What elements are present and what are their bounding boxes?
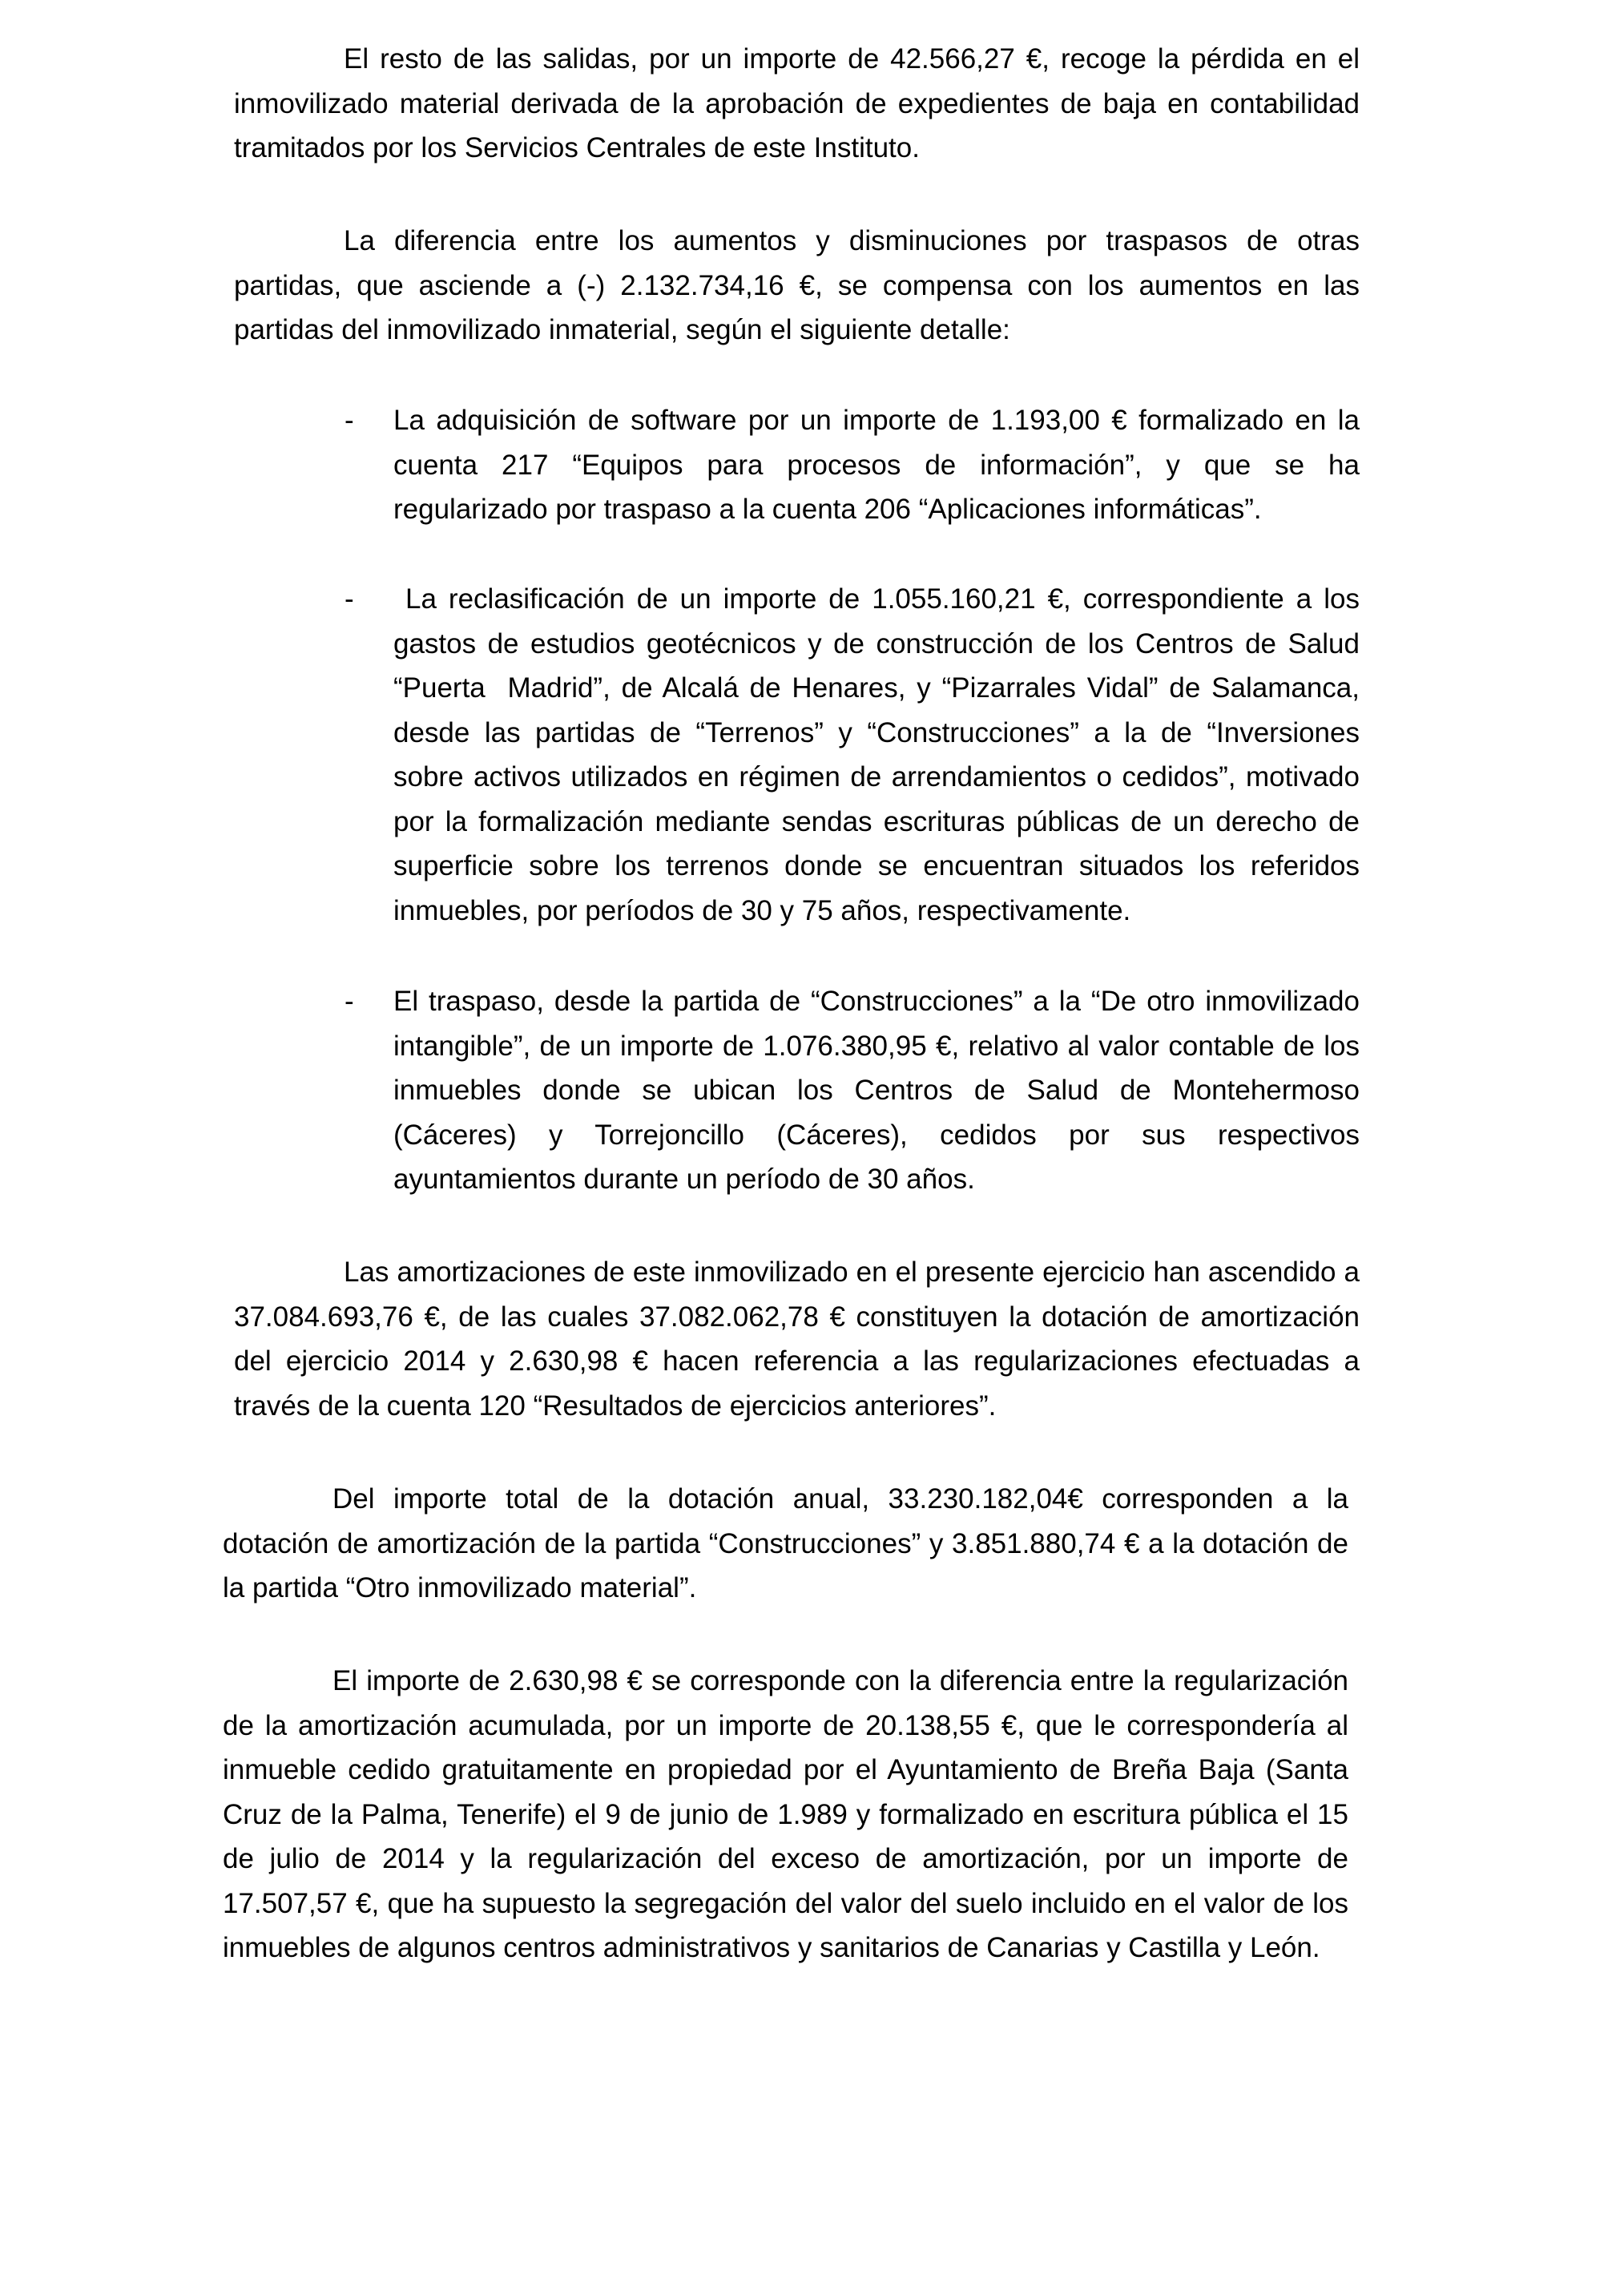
paragraph-salidas: El resto de las salidas, por un importe de 42.566,27 €, recoge la pérdida en el inmovilizado material derivada de la aprobación de expedientes de baja en contabilidad tramitados por los Servicios Centrales de este Instituto. <box>234 43 1360 163</box>
bullet-text: La reclasificación de un importe de 1.055.160,21 €, correspondiente a los gastos de estudios geotécnicos y de construcción de los Centros de Salud “Puerta Madrid”, de Alcalá de Henares, y “Pizarrales Vidal” de Salamanca, desde las partidas de “Terrenos” y “Construcciones” a la de “Inversiones sobre activos utilizados en régimen de arrendamientos o cedidos”, motivado por la formalización mediante sendas escrituras públicas de un derecho de superficie sobre los terrenos donde se encuentran situados los referidos inmuebles, por períodos de 30 y 75 años, respectivamente. <box>393 583 1368 926</box>
bullet-marker: - <box>345 986 354 1017</box>
paragraph-traspasos: La diferencia entre los aumentos y disminuciones por traspasos de otras partidas, que asciende a (-) 2.132.734,16 €, se compensa con los aumentos en las partidas del inmovilizado inmaterial, según el siguiente detalle: <box>234 225 1360 345</box>
bullet-marker: - <box>345 405 354 436</box>
bullet-text: La adquisición de software por un importe de 1.193,00 € formalizado en la cuenta 217 “Equipos para procesos de información”, y que se ha regularizado por traspaso a la cuenta 206 “Aplicaciones informáticas”. <box>393 405 1360 525</box>
paragraph-amortizaciones: Las amortizaciones de este inmovilizado en el presente ejercicio han ascendido a 37.084.693,76 €, de las cuales 37.082.062,78 € constituyen la dotación de amortización del ejercicio 2014 y 2.630,98 € hacen referencia a las regularizaciones efectuadas a través de la cuenta 120 “Resultados de ejercicios anteriores”. <box>234 1257 1360 1422</box>
paragraph-dotacion-anual: Del importe total de la dotación anual, 33.230.182,04€ corresponden a la dotación de amortización de la partida “Construcciones” y 3.851.880,74 € a la dotación de la partida “Otro inmovilizado material”. <box>223 1483 1348 1603</box>
bullet-marker: - <box>345 583 354 615</box>
bullet-text: El traspaso, desde la partida de “Construcciones” a la “De otro inmovilizado intangible”, de un importe de 1.076.380,95 €, relativo al valor contable de los inmuebles donde se ubican los Centros de Salud de Montehermoso (Cáceres) y Torrejoncillo (Cáceres), cedidos por sus respectivos ayuntamientos durante un período de 30 años. <box>393 986 1360 1195</box>
paragraph-regularizacion: El importe de 2.630,98 € se corresponde con la diferencia entre la regularización de la amortización acumulada, por un importe de 20.138,55 €, que le correspondería al inmueble cedido gratuitamente en propiedad por el Ayuntamiento de Breña Baja (Santa Cruz de la Palma, Tenerife) el 9 de junio de 1.989 y formalizado en escritura pública el 15 de julio de 2014 y la regularización del exceso de amortización, por un importe de 17.507,57 €, que ha supuesto la segregación del valor del suelo incluido en el valor de los inmuebles de algunos centros administrativos y sanitarios de Canarias y Castilla y León. <box>223 1665 1348 1963</box>
